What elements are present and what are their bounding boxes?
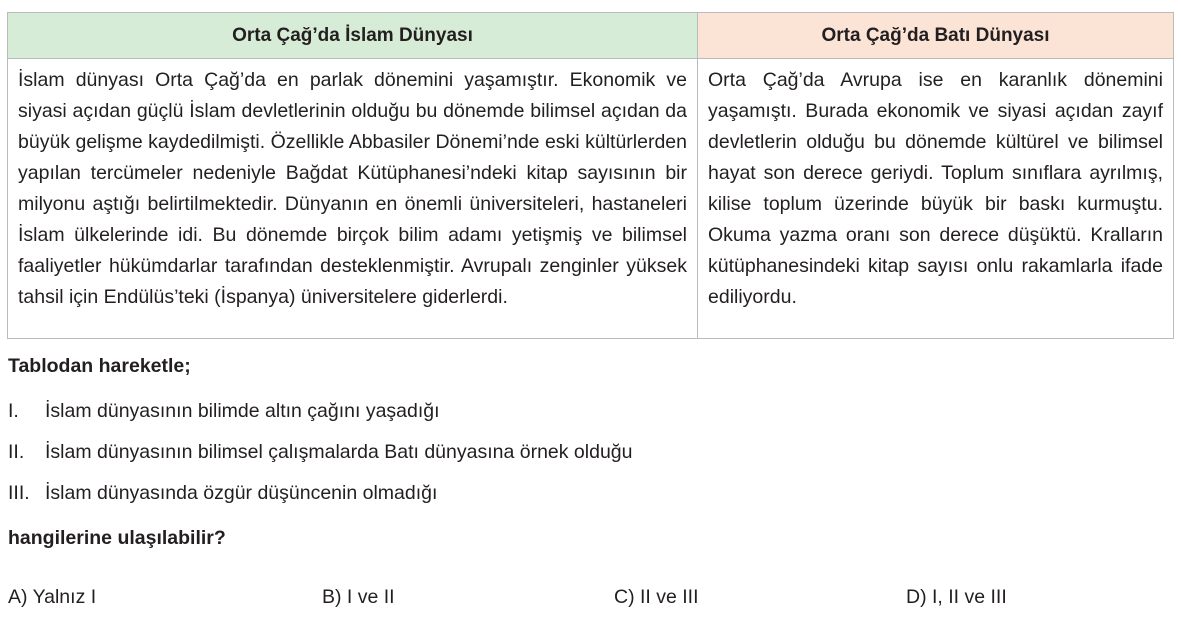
western-world-header: Orta Çağ’da Batı Dünyası — [698, 13, 1174, 59]
comparison-table — [7, 12, 1174, 339]
statement-text: İslam dünyasının bilimsel çalışmalarda Batı dünyasına örnek olduğu — [45, 441, 633, 463]
statement-item — [8, 441, 633, 464]
statement-number: I. — [8, 400, 19, 422]
question-closing: hangilerine ulaşılabilir? — [8, 527, 226, 549]
islam-world-text: İslam dünyası Orta Çağ’da en parlak dönemini yaşamıştır. Ekonomik ve siyasi açıdan güçlü İslam devletlerinin olduğu bu dönemde bilimsel açıdan da büyük gelişme kaydedilmişti. Özellikle Abbasiler Dönemi’nde eski kültürlerden yapılan tercümeler nedeniyle Bağdat Kütüphanesi’ndeki kitap sayısının bir milyonu aştığı belirtilmektedir. Dünyanın en önemli üniversiteleri, hastaneleri İslam ülkelerinde idi. Bu dönemde birçok bilim adamı yetişmiş ve bilimsel faaliyetler hükümdarlar tarafından desteklenmiştir. Avrupalı zenginler yüksek tahsil için Endülüs’teki (İspanya) üniversitelere giderlerdi. — [8, 59, 698, 339]
answer-choice-b[interactable]: B) I ve II — [322, 586, 395, 608]
western-world-text: Orta Çağ’da Avrupa ise en karanlık dönemini yaşamıştı. Burada ekonomik ve siyasi açıdan zayıf devletlerin olduğu bu dönemde kültürel ve bilimsel hayat son derece geriydi. Toplum sınıflara ayrılmış, kilise toplum üzerinde büyük bir baskı kurmuştu. Okuma yazma oranı son derece düşüktü. Kralların kütüphanesindeki kitap sayısı onlu rakamlarla ifade ediliyordu. — [698, 59, 1174, 339]
statement-number: II. — [8, 441, 25, 463]
statement-number: III. — [8, 482, 30, 504]
statement-text: İslam dünyasında özgür düşüncenin olmadığı — [45, 482, 438, 504]
question-stem: Tablodan hareketle; — [8, 355, 191, 377]
statement-item — [8, 400, 440, 423]
statement-item — [8, 482, 437, 505]
islam-world-header: Orta Çağ’da İslam Dünyası — [8, 13, 698, 59]
answer-choice-a[interactable]: A) Yalnız I — [8, 586, 97, 608]
answer-choice-d[interactable]: D) I, II ve III — [906, 586, 1007, 608]
answer-choice-c[interactable]: C) II ve III — [614, 586, 699, 608]
statement-text: İslam dünyasının bilimde altın çağını yaşadığı — [45, 400, 440, 422]
